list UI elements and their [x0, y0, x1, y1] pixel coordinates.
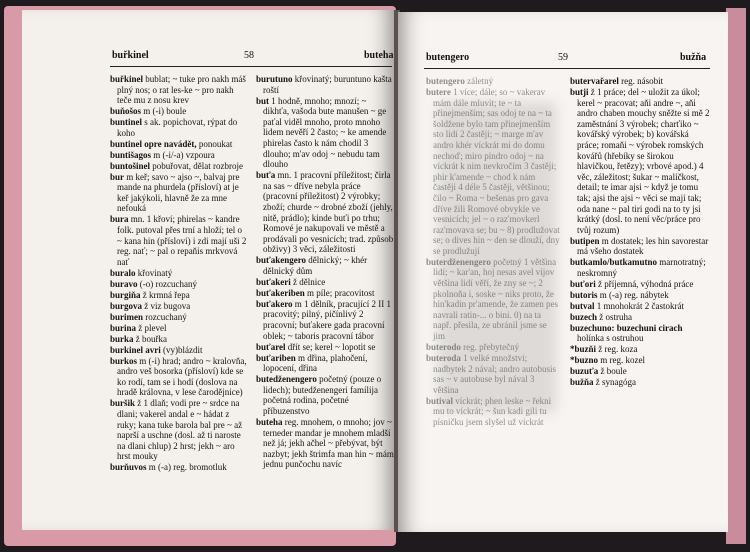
dictionary-entry: [110, 334, 248, 345]
entry-definition: ž bouřka: [133, 333, 168, 344]
dictionary-entry: [256, 417, 394, 470]
dictionary-entry: [570, 323, 710, 344]
left-page-number: 58: [244, 50, 254, 61]
entry-definition: m dostatek; les hin savorestar má všeho dostatek: [577, 235, 709, 257]
entry-definition: m (-i) boule: [141, 106, 187, 117]
entry-definition: (-o) rozcuchaný: [137, 278, 197, 289]
dictionary-entry: [110, 345, 248, 356]
dictionary-entry: [256, 96, 394, 170]
dictionary-entry: [110, 301, 248, 312]
entry-definition: ž krmná řepa: [140, 289, 190, 300]
entry-headword: buzuťa: [570, 366, 599, 377]
entry-headword: burimen: [110, 311, 144, 322]
entry-definition: m 1 dělník, pracující 2 II 1 pracovitý; pilný, pičínlivý 2 pracovní; buťakere gada pracovní oblek; ~ taboris pracovní tábor: [263, 298, 392, 341]
entry-headword: buřkinel: [110, 74, 144, 84]
entry-headword: butji: [570, 86, 589, 97]
entry-definition: ž boule: [598, 366, 627, 377]
left-running-head-first: buřkinel: [112, 50, 149, 61]
entry-definition: m dřina, plahočení, lopocení, dřina: [263, 352, 368, 374]
entry-headword: butedženengero: [256, 374, 317, 385]
dictionary-entry: [256, 277, 394, 288]
entry-definition: ž 1 práce; del ~ uložit za úkol; kerel ~ pracovat; aňi andre ~, aňi andro chaben mouchy sněžte si mě 2 zaměstnání 3 výrobek; charťiko ~ kovářský výrobek; b) kovářská práce; romaňi ~ výrobek romských kovářů (hřebíky se širokou hlavičkou, řetězy); vrbové apod.) 4 věc, záležitost; šukar ~ maličkost, detail; te imar ajsi ~ když je tomu tak; ajsi the ajsi ~ věci se mají tak; oda nane ~ pal tiri godi na to ty jsi krátký (dosl. to není věc/práce pro tvůj rozum): [577, 86, 710, 235]
entry-headword: butervařarel: [570, 76, 619, 86]
entry-headword: buteroda: [426, 353, 461, 363]
dictionary-entry: [256, 374, 394, 416]
entry-definition: 1 hodně, mnoho; mnozí; ~ dikhťa, vašoda bute manušen ~ ge paťal viděl mnoho, proto mnoho lidem nevěří 2 často; ~ ke amende phirelas často k nám chodil 3 dlouho; m'av odoj ~ nebudu tam dlouho: [263, 95, 387, 170]
dictionary-entry: [110, 74, 248, 106]
dictionary-entry: [110, 214, 248, 267]
entry-definition: m (-i/-a) vzpoura: [151, 149, 215, 160]
entry-definition: ž dělnice: [290, 276, 326, 287]
entry-definition: reg. přebytečný: [460, 342, 520, 353]
dictionary-entry: [570, 355, 710, 366]
entry-definition: ž plevel: [136, 322, 167, 333]
entry-headword: bura: [110, 214, 129, 225]
left-running-head-last: buteha: [364, 50, 394, 61]
dictionary-entry: [256, 74, 394, 95]
dictionary-entry: [426, 396, 560, 428]
entry-definition: m reg. kozel: [598, 355, 645, 366]
entry-definition: dřít se; kerel ~ lopotit se: [285, 341, 376, 352]
right-running-head-last: bužňa: [680, 52, 707, 63]
entry-headword: butipen: [570, 235, 600, 246]
dictionary-entry: [570, 312, 710, 323]
entry-headword: buťakeri: [256, 276, 291, 287]
dictionary-entry: [570, 290, 710, 301]
entry-definition: mn. 1 pracovní příležitost; čirla na sas ~ dříve nebyla práce (pracovní příležitost) 2 výrobky; zboží; churde ~ drobné zboží (jehly, nitě, prádlo); kinde buťi po trhu; Romové je nakupovali ve městě a prodávali po vesnicích; trad. způsob obživy) 3 věci, záležitosti: [263, 170, 394, 255]
entry-headword: buňošos: [110, 106, 142, 117]
entry-headword: buťori: [570, 278, 596, 289]
dictionary-entry: [570, 236, 710, 257]
dictionary-entry: [570, 279, 710, 290]
entry-definition: dělnický; ~ khér dělnický dům: [263, 255, 368, 276]
dictionary-entry: [110, 139, 248, 150]
dictionary-entry: [110, 312, 248, 323]
dictionary-entry: [256, 299, 394, 341]
entry-definition: početný (pouze o lidech); butedženengeri famílija početná rodina, početné příbuzenstvo: [263, 374, 382, 416]
entry-definition: holínka s ostruhou: [577, 333, 644, 344]
entry-headword: butoris: [570, 289, 598, 300]
entry-definition: pobuřovat, dělat rozbroje: [150, 160, 243, 171]
entry-headword: burgova: [110, 300, 143, 311]
entry-definition: ž 1 dlaň; vodi pre ~ srdce na dlani; vakerel andal e ~ hádat z ruky; kana tuke barola bal pre ~ až naprší a uschne (dosl. až ti naroste na dlani chlup) 2 hrst; jekh ~ aro hrst mouky: [117, 398, 243, 462]
entry-definition: víckrát; phen leske ~ řekni mu to víckrát; ~ šun kadi gili tu písničku jsem slyšel už víckrát: [433, 395, 552, 427]
entry-definition: 1 velké množství; nadbytek 2 nával; andro autobusis sas ~ v autobuse byl nával 3 většina: [433, 353, 556, 395]
entry-headword: buravo: [110, 278, 138, 289]
entry-definition: početný 1 většina lidí; ~ kar'an, hoj nesas avel vijov většina lidí věří, že zny se ~; 2 pkolnoňa i, soske ~ niks proto, že hin'kadin pr'amende, že zamen pes navrali ratin-... o bini. 0) na ta např. přesila, ze ubránil jsme se jim: [433, 256, 558, 342]
dictionary-entry: [256, 255, 394, 276]
entry-headword: buťa: [256, 170, 276, 181]
dictionary-entry: [256, 288, 394, 299]
dictionary-entry: [110, 106, 248, 117]
entry-headword: butival: [426, 395, 454, 406]
entry-definition: 1 více; dále; so ~ vakerav mám dále mluvit; te ~ ta přinejmenším; sas odoj te na ~ ta šoldžene bylo tam přinejmenším sto lidí 2 častěji; ~ marge m'av andro khér víckrát mi do domu nechoď; miro pindro odoj ~ na víckrát k nim nevkročím 3 častěji; phir k'amende ~ chod k nám častěji 4 déle 5 častěji, většinou; čilo ~ Roma ~ bešenas pro gava dříve žili Romové obvykle ve vesnicích; jel ~ o raz'movkerl raz'movava se; bu ~ 8) prodlužovat se; o dives hin ~ den se dlouží, dny se prodlužují: [433, 86, 560, 256]
entry-definition: m (-a) reg. nábytek: [597, 289, 669, 300]
entry-headword: burina: [110, 322, 137, 333]
entry-definition: ž reg. koza: [596, 344, 638, 355]
dictionary-entry: [426, 342, 560, 353]
entry-headword: buťakero: [256, 298, 293, 309]
entry-headword: buntinel: [110, 117, 143, 128]
entry-headword: *buzňi: [570, 344, 597, 355]
entry-definition: ponoukat: [196, 138, 233, 149]
dictionary-entry: [570, 377, 710, 388]
right-column-1: [426, 76, 560, 428]
entry-definition: m (-a) reg. bromotluk: [146, 462, 227, 473]
entry-headword: bužňa: [570, 377, 594, 388]
entry-definition: m píle; pracovitost: [304, 287, 375, 298]
entry-definition: 1 mnohokrát 2 častokrát: [594, 300, 684, 311]
dictionary-entry: [426, 87, 560, 257]
entry-headword: butval: [570, 300, 595, 311]
entry-headword: buterdženengero: [426, 256, 491, 267]
entry-definition: křovinatý: [135, 267, 173, 278]
entry-headword: buťarel: [256, 341, 286, 352]
entry-headword: buntinel opre navádět,: [110, 138, 197, 149]
entry-headword: burutuno: [256, 74, 293, 84]
entry-headword: buťariben: [256, 352, 296, 363]
dictionary-entry: [110, 462, 248, 473]
left-column-2: [256, 74, 394, 470]
right-header-rule: [424, 68, 710, 69]
entry-headword: butere: [426, 86, 451, 97]
right-running-head-first: butengero: [426, 52, 470, 63]
entry-definition: ž ostruha: [597, 311, 632, 322]
entry-definition: záletný: [464, 76, 494, 86]
dictionary-entry: [570, 344, 710, 355]
entry-headword: butkamlo/butkamutno: [570, 257, 658, 268]
dictionary-entry: [110, 268, 248, 279]
dictionary-entry: [110, 323, 248, 334]
left-header-rule: [110, 66, 392, 67]
entry-headword: buzech: [570, 311, 597, 322]
left-page: [22, 10, 394, 530]
dictionary-entry: [426, 257, 560, 342]
entry-headword: buntišagos: [110, 149, 152, 160]
entry-definition: reg. násobit: [618, 76, 664, 86]
entry-definition: ž synagóga: [593, 377, 637, 388]
dictionary-entry: [426, 76, 560, 87]
dictionary-entry: [110, 117, 248, 138]
dictionary-entry: [570, 257, 710, 278]
entry-headword: burgiňa: [110, 289, 141, 300]
entry-definition: m (-i) hrad; andro ~ kralovňa, andro veš bosorka (přísloví) kde se ko rodí, tam se i hodí (doslova na hradě královna, v lese čarodějnice): [117, 355, 247, 398]
entry-definition: marnotratný; neskromný: [577, 257, 706, 278]
dictionary-entry: [570, 76, 710, 87]
dictionary-entry: [110, 279, 248, 290]
dictionary-entry: [110, 161, 248, 172]
dictionary-entry: [256, 170, 394, 255]
dictionary-entry: [256, 342, 394, 353]
entry-headword: butengero: [426, 76, 465, 86]
left-column-1: [110, 74, 248, 473]
entry-headword: burkinel avri: [110, 344, 161, 355]
dictionary-entry: [570, 366, 710, 377]
entry-headword: buršik: [110, 398, 136, 409]
entry-definition: mn. 1 křoví; phirelas ~ kandre folk. putoval přes trní a hloží; tel o ~ kana hin (přísloví) i zdi mají uši 2 reg. nať; ~ pal o repaňis mrkvová nať: [117, 214, 247, 267]
book-cover-right: [726, 8, 746, 544]
entry-definition: (vy)blázdit: [160, 344, 203, 355]
dictionary-entry: [570, 301, 710, 312]
dictionary-entry: [570, 87, 710, 235]
right-column-2: [570, 76, 710, 388]
dictionary-entry: [110, 356, 248, 398]
entry-definition: m keř; savo ~ ajso ~, balvaj pre mande na phurdela (přísloví) at je keř jakýkoli, hlavně že za mne nefouká: [117, 171, 240, 214]
right-page-number: 59: [558, 52, 568, 63]
right-page: [398, 12, 728, 532]
entry-definition: s ak. popichovat, rýpat do koho: [117, 117, 238, 138]
entry-headword: burkos: [110, 355, 138, 366]
entry-definition: bublat; ~ tuke pro nakh máš plný nos; o rat les-ke ~ pro nakh teče mu z nosu krev: [117, 74, 246, 106]
entry-headword: bur: [110, 171, 125, 182]
entry-headword: *buzno: [570, 355, 599, 366]
entry-headword: buťakengero: [256, 255, 307, 266]
entry-headword: buterodo: [426, 342, 461, 353]
dictionary-entry: [110, 290, 248, 301]
entry-headword: but: [256, 95, 270, 106]
dictionary-entry: [110, 150, 248, 161]
entry-headword: buteha: [256, 416, 283, 427]
entry-headword: burka: [110, 333, 134, 344]
entry-definition: ž příjemná, výhodná práce: [595, 278, 694, 289]
entry-definition: reg. mnohem, o mnoho; jov ~ terneder mandar je mnohem mladší než já; jekh ačhel ~ přebývat, být nazbyt; jekh štrimfa man hin ~ mám jednu punčochu navíc: [263, 416, 394, 470]
entry-headword: buťakeriben: [256, 287, 305, 298]
dictionary-entry: [426, 353, 560, 395]
entry-headword: buntošinel: [110, 160, 151, 171]
dictionary-entry: [110, 398, 248, 462]
entry-definition: ž viz bugova: [142, 300, 191, 311]
dictionary-entry: [110, 172, 248, 214]
entry-headword: buzechuno: buzechuni cirach: [570, 322, 683, 333]
entry-definition: křovinatý; buruntuno kašta roští: [263, 74, 392, 95]
entry-headword: buralo: [110, 267, 136, 278]
entry-headword: burňuvos: [110, 462, 147, 473]
entry-definition: rozcuchaný: [143, 311, 187, 322]
dictionary-entry: [256, 353, 394, 374]
